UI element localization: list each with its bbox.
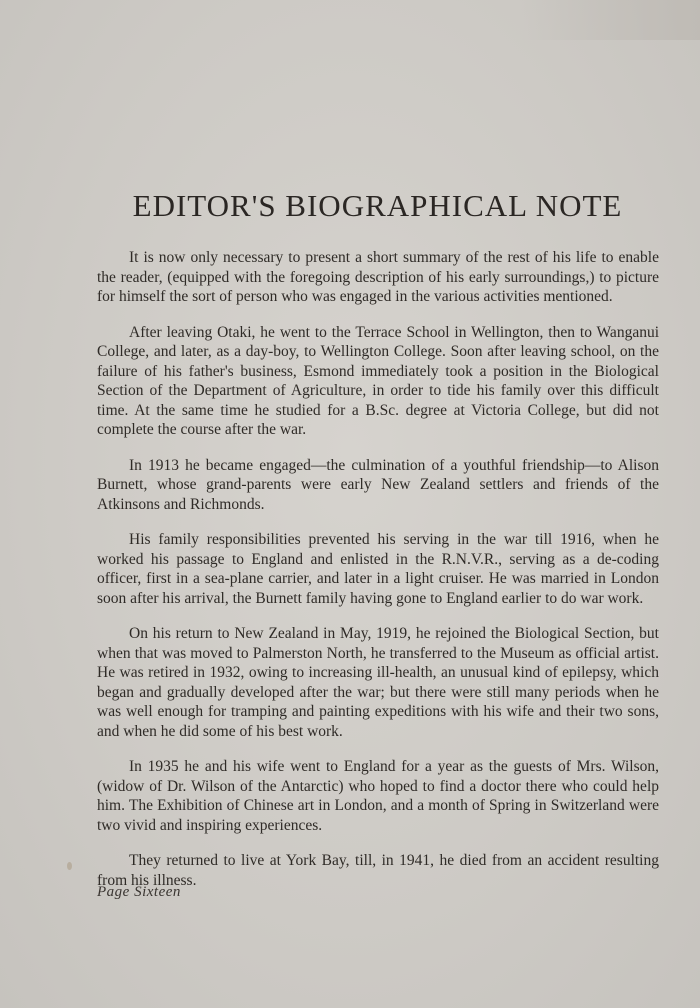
page-number-label: Page Sixteen [97, 884, 181, 900]
paragraph-4: His family responsibilities prevented his serving in the war till 1916, when he worked his passage to England and enlisted in the R.N.V.R., serving as a de-coding officer, first in a sea-plane carrier, and later in a light cruiser. He was married in London soon after his arrival, the Burnett family having gone to England earlier to do war work. [97, 531, 659, 607]
page-title: EDITOR'S BIOGRAPHICAL NOTE [132, 188, 623, 223]
paragraph-6: In 1935 he and his wife went to England for a year as the guests of Mrs. Wilson, (widow of Dr. Wilson of the Antarctic) who hoped to find a doctor there who could help him. The Exhibition of Chinese art in London, and a month of Spring in Switzerland were two vivid and inspiring experiences. [97, 758, 659, 834]
paragraph-7: They returned to live at York Bay, till, in 1941, he died from an accident resulting from his illness. [97, 852, 659, 889]
paragraph-2: After leaving Otaki, he went to the Terrace School in Wellington, then to Wanganui College, and later, as a day-boy, to Wellington College. Soon after leaving school, on the failure of his father's business, Esmond immediately took a position in the Biological Section of the Department of Agriculture, in order to tide his family over this difficult time. At the same time he studied for a B.Sc. degree at Victoria College, but did not complete the course after the war. [97, 323, 659, 438]
paragraph-1: It is now only necessary to present a short summary of the rest of his life to enable the reader, (equipped with the foregoing description of his early surroundings,) to picture for himself the sort of person who was engaged in the various activities mentioned. [97, 249, 659, 305]
body-text [97, 248, 659, 906]
paragraph-5: On his return to New Zealand in May, 1919, he rejoined the Biological Section, but when that was moved to Palmerston North, he transferred to the Museum as official artist. He was retired in 1932, owing to increasing ill-health, an unusual kind of epilepsy, which began and gradually developed after the war; but there were still many periods when he was well enough for tramping and painting expeditions with his wife and their two sons, and when he did some of his best work. [97, 625, 659, 740]
paper-speck [67, 862, 72, 870]
paragraph-3: In 1913 he became engaged—the culmination of a youthful friendship—to Alison Burnett, whose grand-parents were early New Zealand settlers and friends of the Atkinsons and Richmonds. [97, 456, 659, 513]
page-corner-shadow [520, 0, 700, 40]
